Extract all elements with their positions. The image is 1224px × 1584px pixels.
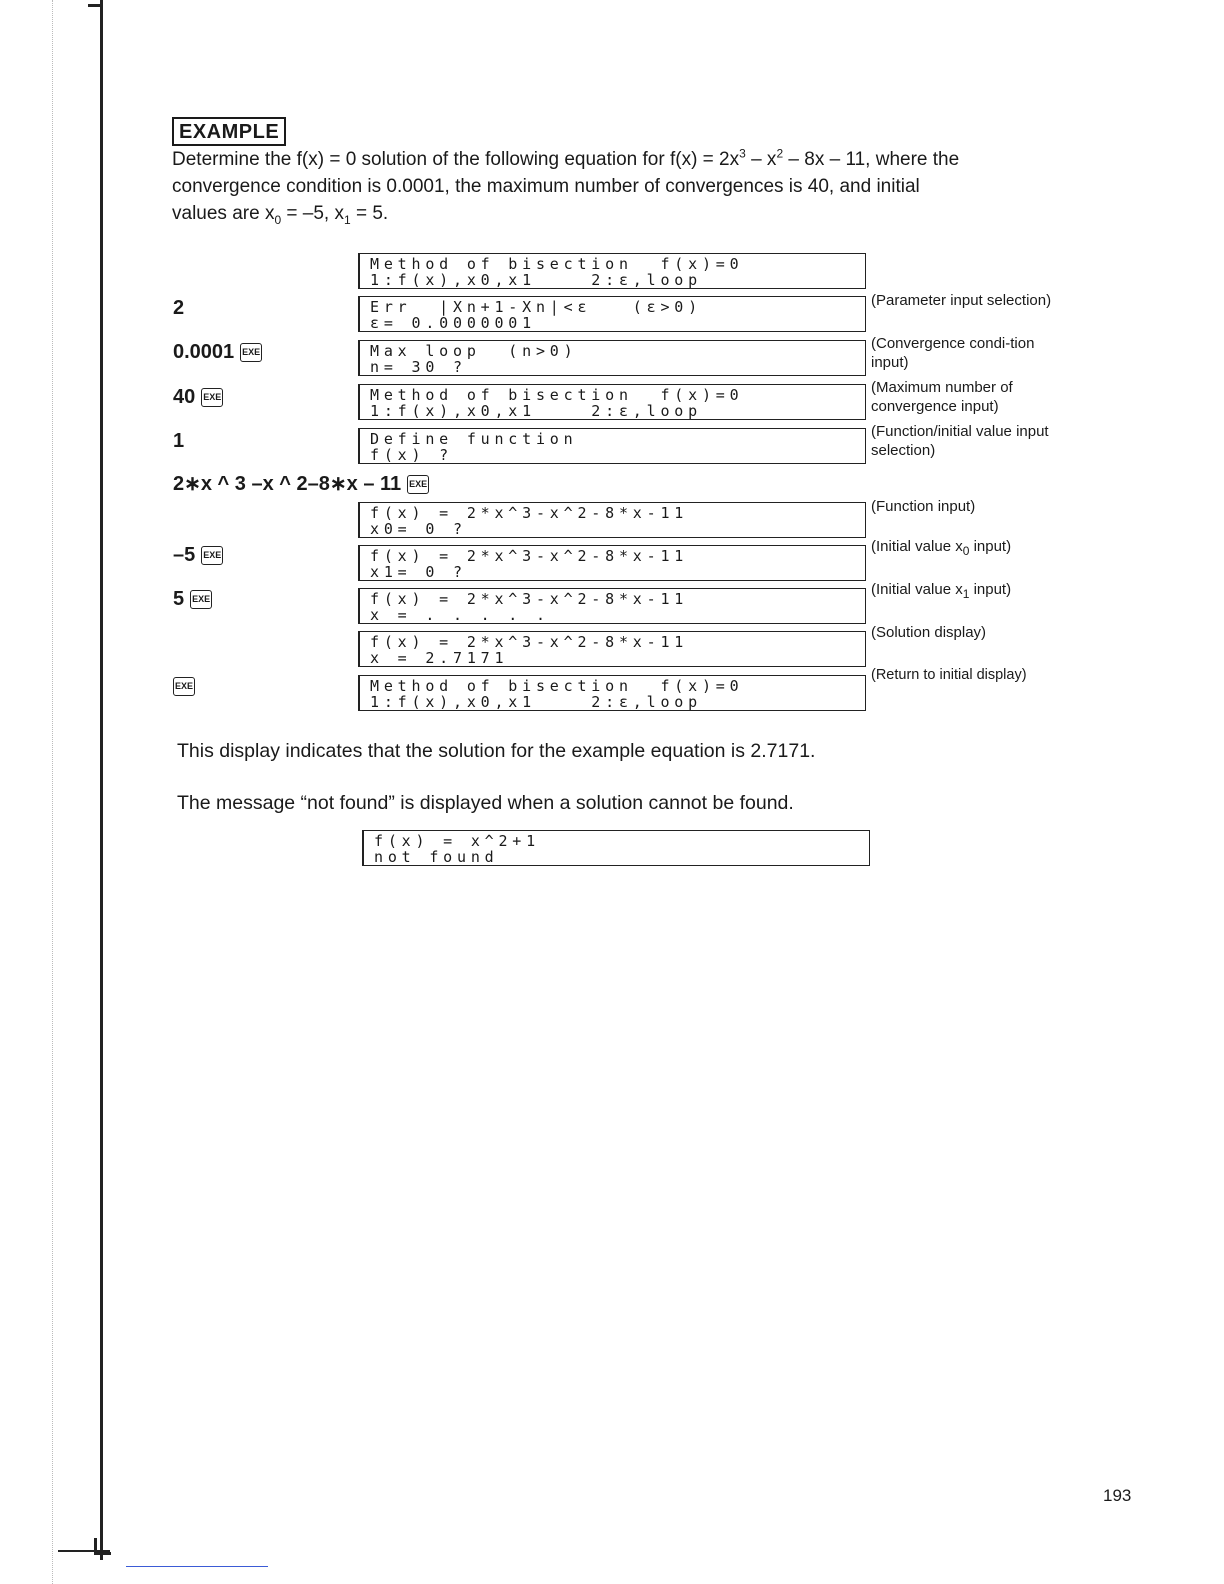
lcd-line-2: f(x) ?_: [370, 446, 467, 464]
text: – 8x – 11, where the: [783, 149, 960, 170]
lcd-display-error: [358, 296, 866, 332]
exponent: 3: [739, 146, 746, 161]
key-entry-text: 5: [173, 588, 185, 610]
key-entry-function-expression: [173, 472, 429, 496]
margin-foot-rule: [58, 1550, 110, 1552]
key-entry-return: [173, 674, 195, 698]
conclusion-text: This display indicates that the solution for the example equation is 2.7171.: [177, 740, 816, 762]
exe-key-icon: EXE: [407, 475, 429, 494]
subscript: 0: [274, 212, 282, 227]
key-entry-define-function: [173, 429, 184, 453]
lcd-line-1: Method of bisection f(x)=0: [370, 677, 744, 695]
problem-statement: [172, 146, 1052, 227]
lcd-display-computing: [358, 588, 866, 624]
lcd-display-initial: [358, 253, 866, 289]
problem-line-3: [172, 200, 1052, 227]
lcd-display-method-return: [358, 384, 866, 420]
lcd-line-1: f(x) = x^2+1: [374, 832, 540, 850]
lcd-line-2: x0= 0 ?_: [370, 520, 481, 538]
lcd-display-not-found: [362, 830, 870, 866]
note-parameter-input: (Parameter input selection): [871, 292, 1052, 309]
lcd-line-1: f(x) = 2*x^3-x^2-8*x-11: [370, 590, 689, 608]
problem-line-1: [172, 146, 1052, 173]
subscript: 1: [962, 587, 970, 601]
lcd-display-max-loop: [358, 340, 866, 376]
key-entry-x1: [173, 587, 212, 611]
text: = –5, x: [281, 203, 344, 224]
lcd-display-return-initial: [358, 675, 866, 711]
exe-key-icon: EXE: [173, 677, 195, 696]
key-entry-convergence: [173, 340, 262, 364]
text: (Initial value x: [871, 538, 963, 555]
lcd-line-1: f(x) = 2*x^3-x^2-8*x-11: [370, 633, 689, 651]
lcd-line-1: f(x) = 2*x^3-x^2-8*x-11: [370, 547, 689, 565]
margin-rule: [100, 0, 103, 1560]
exe-key-icon: EXE: [201, 546, 223, 565]
exe-key-icon: EXE: [201, 388, 223, 407]
note-x0-input: [871, 537, 1071, 556]
lcd-line-2: x = . . . . .: [370, 606, 550, 624]
note-convergence-input: (Convergence condi-tion input): [871, 335, 1035, 371]
lcd-line-1: f(x) = 2*x^3-x^2-8*x-11: [370, 504, 689, 522]
note-return-initial: (Return to initial display): [871, 667, 1027, 683]
key-entry-text: –5: [173, 544, 196, 566]
lcd-line-2: x1= 0 ?_: [370, 563, 481, 581]
not-found-explanation: The message “not found” is displayed when a solution cannot be found.: [177, 792, 794, 814]
note-function-selection: (Function/initial value input selection): [871, 423, 1049, 459]
text: input): [969, 581, 1012, 598]
note-solution-display: (Solution display): [871, 624, 987, 641]
lcd-line-1: Max loop (n>0): [370, 342, 578, 360]
note-max-convergence-input: (Maximum number of convergence input): [871, 379, 1013, 415]
problem-line-2: convergence condition is 0.0001, the maximum number of convergences is 40, and initial: [172, 176, 920, 197]
lcd-line-2: 1:f(x),x0,x1 2:ε,loop: [370, 402, 702, 420]
exe-key-icon: EXE: [190, 590, 212, 609]
lcd-display-solution: [358, 631, 866, 667]
bottom-link-underline: [126, 1566, 268, 1567]
exe-key-icon: EXE: [240, 343, 262, 362]
lcd-line-1: Err |Xn+1-Xn|<ε (ε>0): [370, 298, 702, 316]
lcd-display-define-function: [358, 428, 866, 464]
text: = 5.: [350, 203, 389, 224]
text: – x: [745, 149, 777, 170]
lcd-display-x0: [358, 502, 866, 538]
exponent: 2: [776, 146, 784, 161]
key-entry-text: 2∗x ^ 3 –x ^ 2–8∗x – 11: [173, 473, 402, 495]
subscript: 0: [962, 544, 970, 558]
lcd-line-2: n= 30 ?_: [370, 358, 481, 376]
key-entry-max-loop: [173, 385, 223, 409]
key-entry-text: 1: [173, 430, 185, 452]
lcd-line-2: 1:f(x),x0,x1 2:ε,loop: [370, 271, 702, 289]
text: Determine the f(x) = 0 solution of the following equation for f(x) = 2x: [172, 149, 740, 170]
margin-dotted-line: [52, 0, 53, 1584]
lcd-line-1: Method of bisection f(x)=0: [370, 386, 744, 404]
lcd-line-2: ε= 0.0000001: [370, 314, 536, 332]
subscript: 1: [344, 212, 351, 227]
key-entry-text: 40: [173, 386, 196, 408]
note-function-input: (Function input): [871, 498, 976, 515]
lcd-line-2: x = 2.7171: [370, 649, 509, 667]
margin-corner-mark: [94, 1538, 111, 1555]
lcd-line-2: 1:f(x),x0,x1 2:ε,loop: [370, 693, 702, 711]
lcd-line-1: Define function: [370, 430, 578, 448]
page-number: 193: [1103, 1486, 1132, 1505]
lcd-line-1: Method of bisection f(x)=0: [370, 255, 744, 273]
text: (Initial value x: [871, 581, 963, 598]
example-heading: EXAMPLE: [172, 117, 286, 146]
key-entry-text: 0.0001: [173, 341, 235, 363]
text: values are x: [172, 203, 275, 224]
lcd-line-2: not found: [374, 848, 499, 866]
key-entry-x0: [173, 543, 223, 567]
lcd-display-x1: [358, 545, 866, 581]
margin-rule-cap: [88, 4, 100, 7]
key-entry-parameter: [173, 296, 184, 320]
key-entry-text: 2: [173, 297, 185, 319]
text: input): [969, 538, 1012, 555]
note-x1-input: [871, 580, 1071, 599]
